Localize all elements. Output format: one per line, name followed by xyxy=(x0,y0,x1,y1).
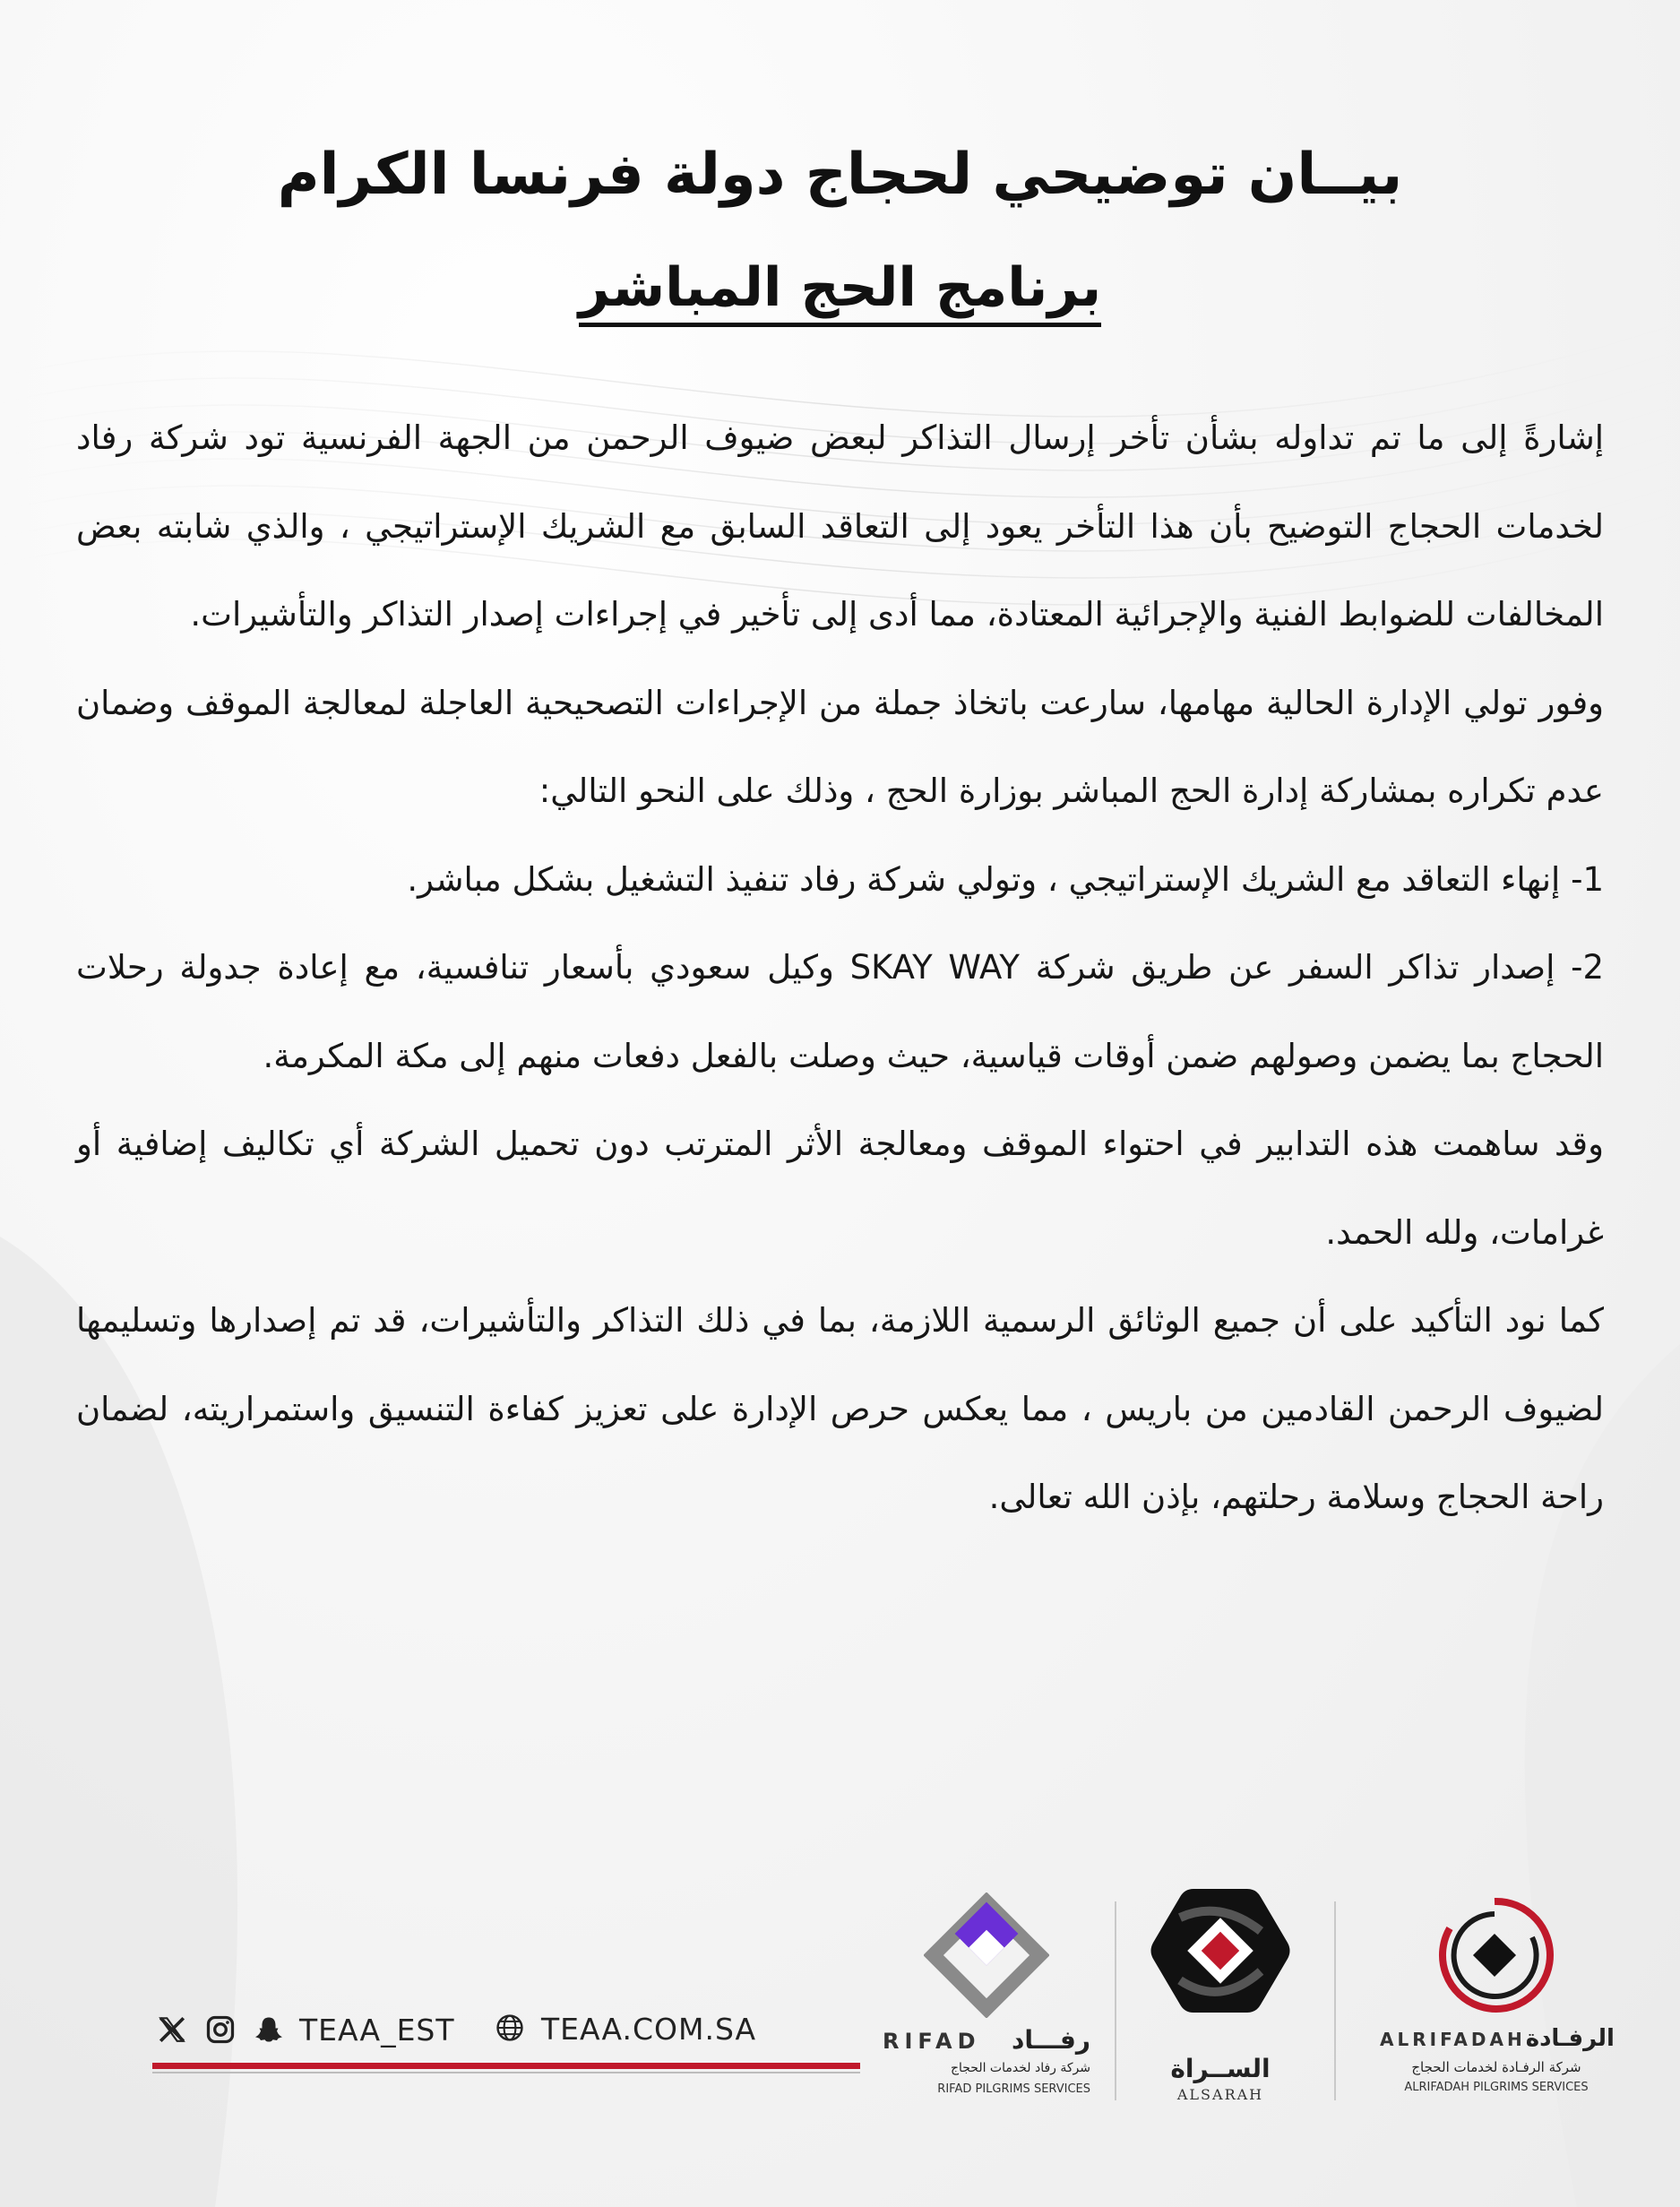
program-subtitle-text: برنامج الحج المباشر xyxy=(579,256,1101,327)
paragraph-result: وقد ساهمت هذه التدابير في احتواء الموقف ومعالجة الأثر المترتب دون تحميل الشركة أي تكاليف إضافية أو غرامات، ولله الحمد. xyxy=(76,1125,1604,1252)
program-subtitle xyxy=(0,256,1680,319)
social-handle[interactable]: TEAA_EST xyxy=(299,2012,455,2048)
footer-gray-line xyxy=(152,2072,860,2073)
alsarah-name-ar: الســراة xyxy=(1170,2054,1271,2083)
alrifadah-subtitle-ar: شركة الرفـادة لخدمات الحجاج xyxy=(1411,2059,1581,2075)
rifad-logo-mark xyxy=(924,1892,1049,2018)
alrifadah-name-en: ALRIFADAH xyxy=(1380,2029,1526,2050)
logo-divider-2 xyxy=(1334,1901,1336,2100)
snapchat-icon[interactable] xyxy=(251,2012,287,2048)
rifad-name-ar: رفـــاد xyxy=(1011,2025,1090,2055)
rifad-subtitle-en: RIFAD PILGRIMS SERVICES xyxy=(937,2082,1090,2096)
website-link[interactable] xyxy=(495,2012,756,2047)
alrifadah-name-ar: الرفـادة xyxy=(1525,2025,1615,2052)
statement-title: بيــان توضيحي لحجاج دولة فرنسا الكرام xyxy=(277,142,1403,208)
rifad-subtitle-ar: شركة رفاد لخدمات الحجاج xyxy=(950,2061,1090,2075)
alrifadah-logo xyxy=(1380,1892,1613,2108)
alsarah-logo xyxy=(1140,1882,1301,2106)
footer-red-line xyxy=(152,2063,860,2069)
globe-icon xyxy=(495,2013,525,2047)
instagram-icon[interactable] xyxy=(202,2012,238,2048)
list-item-1: 1- إنهاء التعاقد مع الشريك الإستراتيجي ، وتولي شركة رفاد تنفيذ التشغيل بشكل مباشر. xyxy=(407,859,1604,899)
paragraph-confirmation: كما نود التأكيد على أن جميع الوثائق الرسمية اللازمة، بما في ذلك التذاكر والتأشيرات، قد تم إصدارها وتسليمها لضيوف الرحمن القادمين من باريس ، مما يعكس حرص الإدارة على تعزيز كفاءة التنسيق واستمراريته، لضمان راحة الحجاج وسلامة رحلتهم، بإذن الله تعالى. xyxy=(76,1301,1604,1516)
list-item-2: 2- إصدار تذاكر السفر عن طريق شركة SKAY WAY وكيل سعودي بأسعار تنافسية، مع إعادة جدولة رحلات الحجاج بما يضمن وصولهم ضمن أوقات قياسية، حيث وصلت بالفعل دفعات منهم إلى مكة المكرمة. xyxy=(76,948,1604,1075)
alsarah-name-en: ALSARAH xyxy=(1176,2086,1264,2103)
paragraph-intro: إشارةً إلى ما تم تداوله بشأن تأخر إرسال التذاكر لبعض ضيوف الرحمن من الجهة الفرنسية تود شركة رفاد لخدمات الحجاج التوضيح بأن هذا التأخر يعود إلى التعاقد السابق مع الشريك الإستراتيجي ، والذي شابته بعض المخالفات للضوابط الفنية والإجرائية المعتادة، مما أدى إلى تأخير في إجراءات إصدار التذاكر والتأشيرات. xyxy=(76,418,1604,634)
alsarah-logo-mark xyxy=(1144,1882,1297,2034)
alrifadah-subtitle-en: ALRIFADAH PILGRIMS SERVICES xyxy=(1404,2081,1589,2094)
website-text: TEAA.COM.SA xyxy=(541,2012,757,2047)
x-icon[interactable] xyxy=(154,2012,190,2048)
logo-divider-1 xyxy=(1115,1901,1116,2100)
paragraph-actions: وفور تولي الإدارة الحالية مهامها، سارعت باتخاذ جملة من الإجراءات التصحيحية العاجلة لمعالجة الموقف وضمان عدم تكراره بمشاركة إدارة الحج المباشر بوزارة الحج ، وذلك على النحو التالي: xyxy=(76,683,1604,810)
alrifadah-logo-mark xyxy=(1432,1892,1557,2018)
social-links xyxy=(154,2012,455,2048)
statement-body xyxy=(76,394,1604,1542)
rifad-name-en: RIFAD xyxy=(883,2029,981,2054)
rifad-logo xyxy=(883,1892,1090,2108)
